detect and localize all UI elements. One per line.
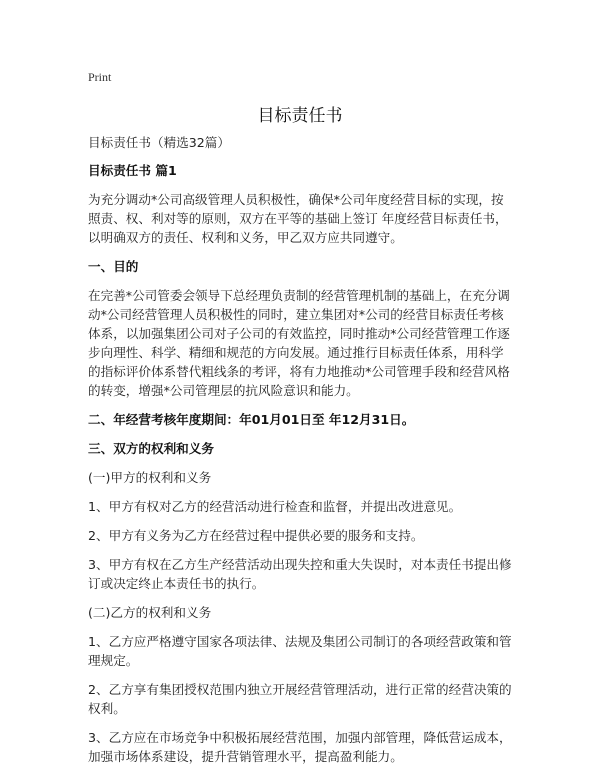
section-heading: 目标责任书 篇1 [88,163,177,178]
party-a-item-2: 2、甲方有义务为乙方在经营过程中提供必要的服务和支持。 [88,528,424,543]
heading-purpose: 一、目的 [88,259,139,274]
document-subtitle: 目标责任书（精选32篇） [88,135,230,150]
party-a-item-1: 1、甲方有权对乙方的经营活动进行检查和监督，并提出改进意见。 [88,499,462,514]
party-b-item-2: 2、乙方享有集团授权范围内独立开展经营管理活动，进行正常的经营决策的权利。 [88,682,512,716]
heading-rights: 三、双方的权利和义务 [88,441,214,456]
subheading-party-b: (二)乙方的权利和义务 [88,605,212,620]
party-b-item-1: 1、乙方应严格遵守国家各项法律、法规及集团公司制订的各项经营政策和管理规定。 [88,634,512,668]
subheading-party-a: (一)甲方的权利和义务 [88,470,212,485]
document-title: 目标责任书 [257,106,343,126]
intro-paragraph: 为充分调动*公司高级管理人员积极性，确保*公司年度经营目标的实现，按照责、权、利对等的原则，双方在平等的基础上签订 年度经营目标责任书，以明确双方的责任、权利和义务，甲乙双方应共同遵守。 [88,192,508,245]
heading-period: 二、年经营考核年度期间：年01月01日至 年12月31日。 [88,412,415,427]
document-body [88,133,516,776]
print-label: Print [88,70,112,84]
party-b-item-3: 3、乙方应在市场竞争中积极拓展经营范围，加强内部管理，降低营运成本，加强市场体系建设，提升营销管理水平，提高盈利能力。 [88,730,512,764]
purpose-paragraph: 在完善*公司管委会领导下总经理负责制的经营管理机制的基础上，在充分调动*公司经营管理人员积极性的同时，建立集团对*公司的经营目标责任考核体系，以加强集团公司对子公司的有效监控，同时推动*公司经营管理工作逐步向理性、科学、精细和规范的方向发展。通过推行目标责任体系，用科学的指标评价体系替代粗线条的考评，将有力地推动*公司管理手段和经营风格的转变，增强*公司管理层的抗风险意识和能力。 [88,288,510,398]
party-a-item-3: 3、甲方有权在乙方生产经营活动出现失控和重大失误时，对本责任书提出修订或决定终止本责任书的执行。 [88,557,512,591]
